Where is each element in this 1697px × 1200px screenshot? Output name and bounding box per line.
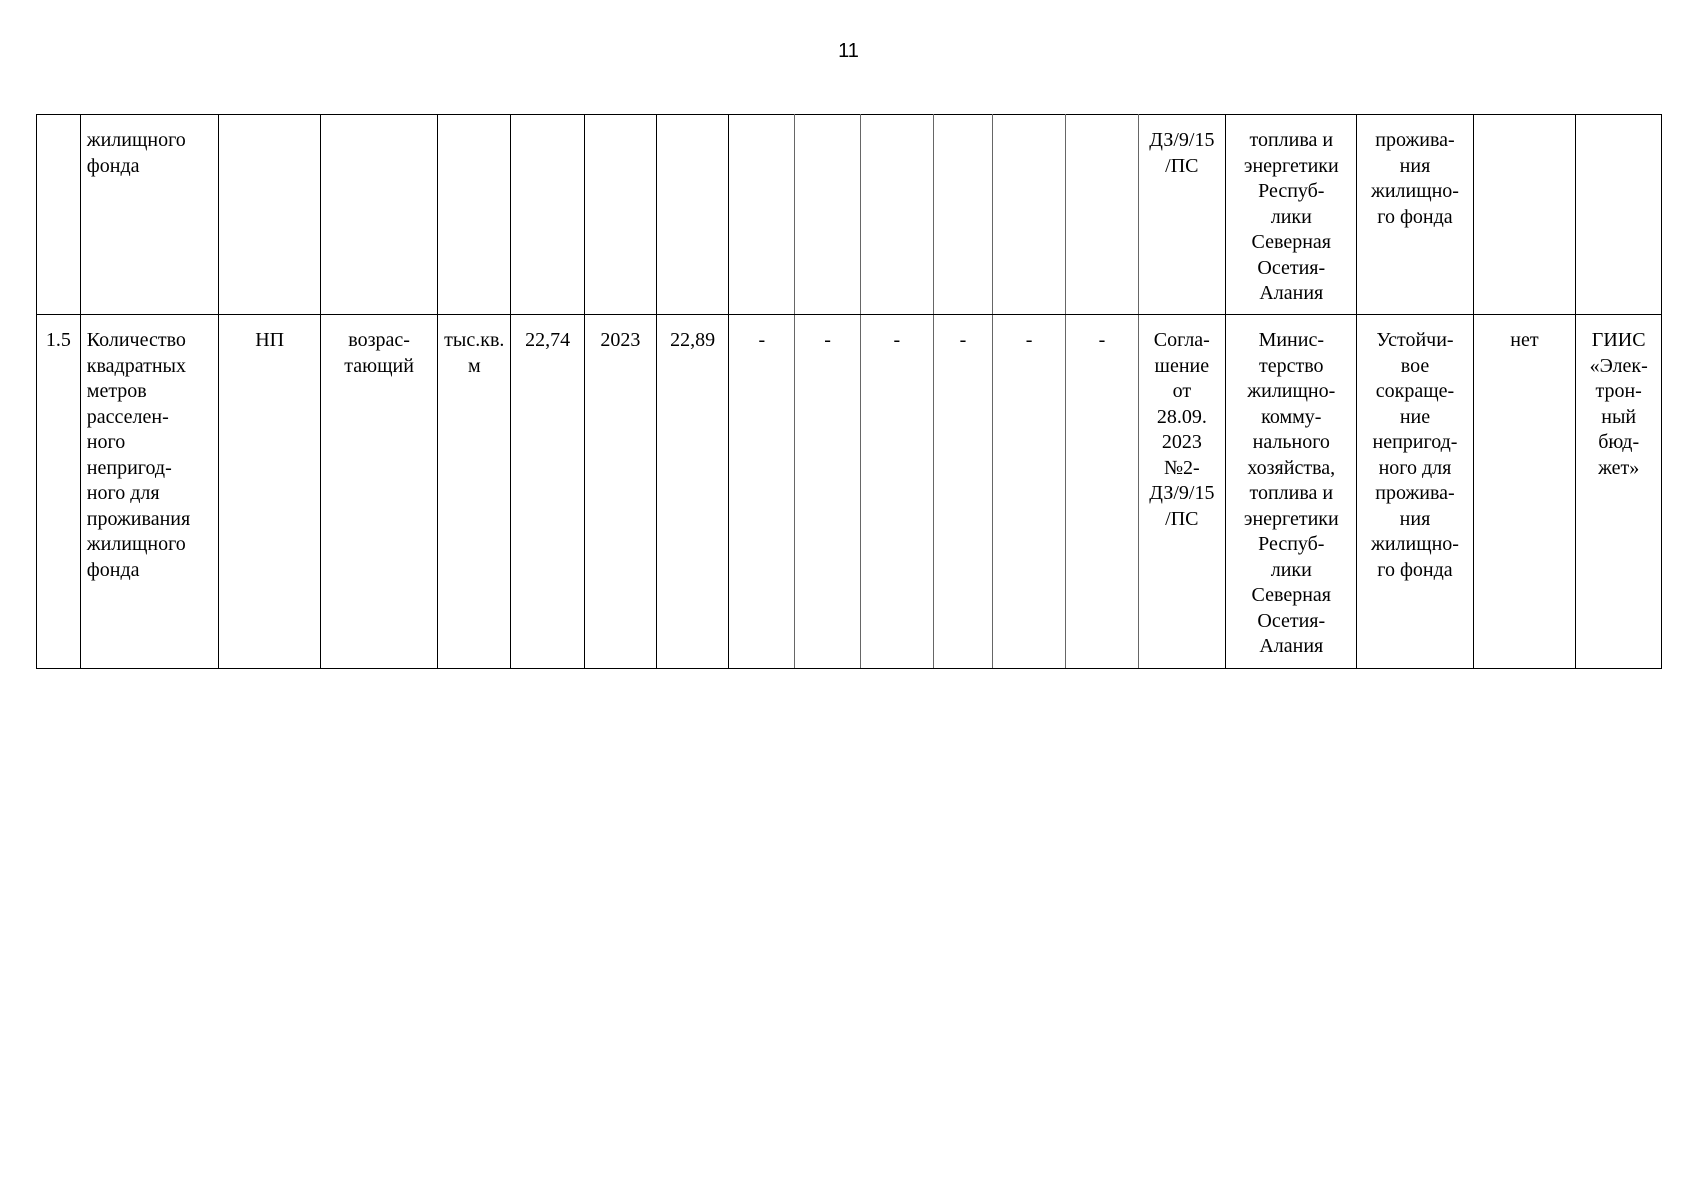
table-row <box>37 115 1662 315</box>
cell-value-1 <box>657 115 729 315</box>
cell-base-year <box>584 115 656 315</box>
cell-number: 1.5 <box>37 315 81 669</box>
cell-base-year: 2023 <box>584 315 656 669</box>
cell-value-3: - <box>795 315 860 669</box>
cell-responsible: топлива и энергетики Респуб- лики Северная Осетия- Алания <box>1226 115 1357 315</box>
cell-unit: тыс.кв.м <box>438 315 511 669</box>
cell-trend <box>321 115 438 315</box>
cell-value-2 <box>729 115 795 315</box>
table-row <box>37 315 1662 669</box>
cell-value-2: - <box>729 315 795 669</box>
cell-linked-goal: Устойчи- вое сокраще- ние непригод- ного для прожива- ния жилищно- го фонда <box>1357 315 1473 669</box>
cell-value-3 <box>795 115 860 315</box>
cell-info-system <box>1576 115 1662 315</box>
cell-flag: нет <box>1473 315 1576 669</box>
cell-document: Согла- шение от 28.09. 2023 №2- ДЗ/9/15 /ПС <box>1138 315 1226 669</box>
cell-value-6: - <box>992 315 1065 669</box>
indicators-table <box>36 114 1662 669</box>
cell-value-6 <box>992 115 1065 315</box>
cell-value-4 <box>860 115 933 315</box>
cell-value-5: - <box>933 315 992 669</box>
cell-value-5 <box>933 115 992 315</box>
cell-unit <box>438 115 511 315</box>
cell-value-1: 22,89 <box>657 315 729 669</box>
cell-flag <box>1473 115 1576 315</box>
cell-info-system: ГИИС «Элек- трон- ный бюд- жет» <box>1576 315 1662 669</box>
cell-value-7: - <box>1066 315 1138 669</box>
cell-indicator-level: НП <box>219 315 321 669</box>
cell-linked-goal: прожива- ния жилищно- го фонда <box>1357 115 1473 315</box>
page-number: 11 <box>838 40 859 62</box>
cell-document: ДЗ/9/15 /ПС <box>1138 115 1226 315</box>
cell-trend: возрас- тающий <box>321 315 438 669</box>
cell-base-value: 22,74 <box>511 315 584 669</box>
cell-indicator-level <box>219 115 321 315</box>
cell-number <box>37 115 81 315</box>
cell-indicator-name: жилищного фонда <box>80 115 218 315</box>
cell-indicator-name: Количество квадратных метров расселен- ного непригод- ного для проживания жилищного фонда <box>80 315 218 669</box>
cell-responsible: Минис- терство жилищно- комму- нального хозяйства, топлива и энергетики Респуб- лики Северная Осетия- Алания <box>1226 315 1357 669</box>
cell-value-4: - <box>860 315 933 669</box>
cell-value-7 <box>1066 115 1138 315</box>
cell-base-value <box>511 115 584 315</box>
